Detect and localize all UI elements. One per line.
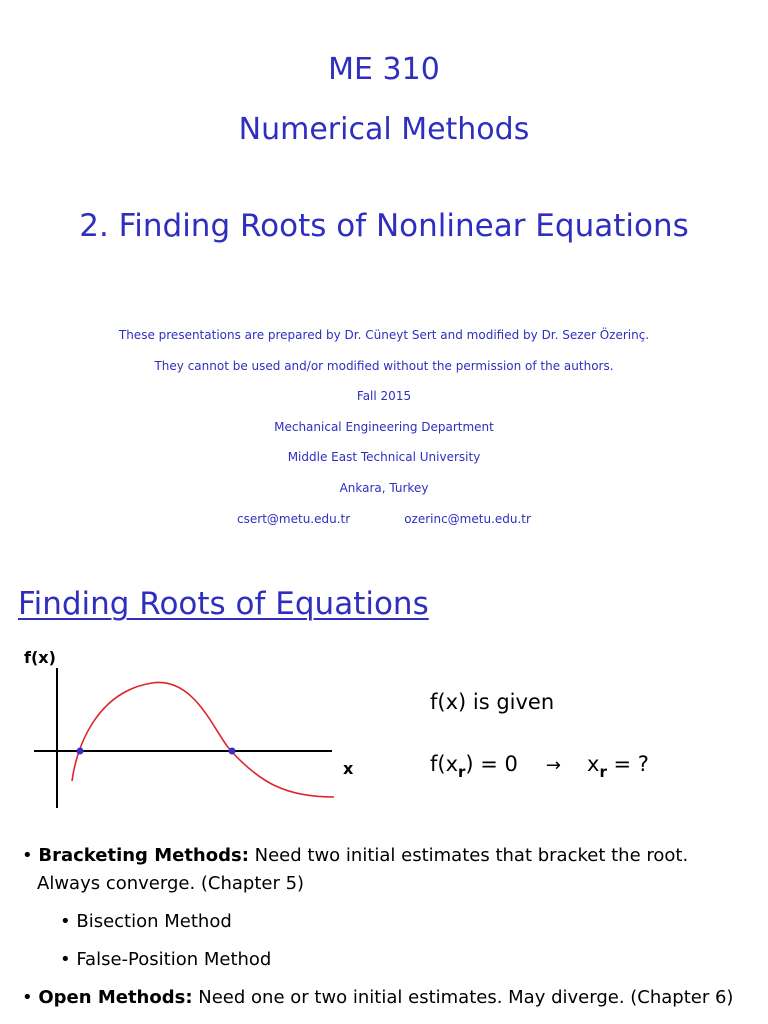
section-title: Finding Roots of Equations — [18, 586, 429, 622]
eqn-lhs-close: ) = 0 — [465, 752, 518, 776]
bracketing-text: Need two initial estimates that bracket the root. Always converge. (Chapter 5) — [37, 845, 689, 894]
method-list — [22, 842, 752, 1012]
credits-authors: These presentations are prepared by Dr. Cüneyt Sert and modified by Dr. Sezer Özerinç. — [118, 328, 650, 342]
root-equation — [430, 752, 649, 781]
credits-emails — [0, 512, 768, 543]
eqn-rhs-tail: = ? — [606, 752, 649, 776]
credits-permission: They cannot be used and/or modified without the permission of the authors. — [154, 358, 614, 373]
bullet-icon: • — [22, 987, 33, 1008]
bullet-icon: • — [22, 845, 33, 866]
plot-ylabel: f(x) — [24, 648, 56, 667]
chapter-title: 2. Finding Roots of Nonlinear Equations — [79, 208, 689, 244]
open-title: Open Methods: — [38, 987, 193, 1008]
bullet-false-position — [60, 946, 752, 974]
credits-department: Mechanical Engineering Department — [274, 419, 494, 434]
email-sert: csert@metu.edu.tr — [237, 511, 351, 526]
bracketing-title: Bracketing Methods: — [38, 845, 249, 866]
credits-university: Middle East Technical University — [287, 450, 481, 465]
open-text: Need one or two initial estimates. May diverge. (Chapter 6) — [192, 987, 734, 1008]
root-point-2 — [229, 748, 236, 755]
eqn-lhs-sub: r — [458, 763, 466, 781]
credits-block — [0, 328, 768, 542]
bullet-icon: • — [60, 949, 71, 970]
eqn-rhs-var: x — [587, 752, 600, 776]
bullet-bracketing — [22, 842, 752, 898]
email-ozerinc: ozerinc@metu.edu.tr — [404, 511, 531, 526]
root-sketch-plot — [0, 640, 380, 820]
bullet-bisection — [60, 908, 752, 936]
credits-city: Ankara, Turkey — [339, 480, 429, 495]
credits-term: Fall 2015 — [356, 389, 412, 404]
eqn-rhs-sub: r — [599, 763, 607, 781]
given-statement: f(x) is given — [430, 690, 555, 714]
root-point-1 — [77, 748, 84, 755]
arrow-icon: → — [545, 755, 562, 776]
function-curve — [72, 682, 334, 797]
false-position-label: False-Position Method — [76, 949, 272, 970]
bullet-open — [22, 984, 752, 1012]
plot-xlabel: x — [343, 759, 354, 778]
bisection-label: Bisection Method — [76, 911, 232, 932]
course-code: ME 310 — [328, 52, 440, 87]
bullet-icon: • — [60, 911, 71, 932]
course-subject: Numerical Methods — [238, 112, 530, 147]
eqn-lhs-open: f(x — [430, 752, 459, 776]
